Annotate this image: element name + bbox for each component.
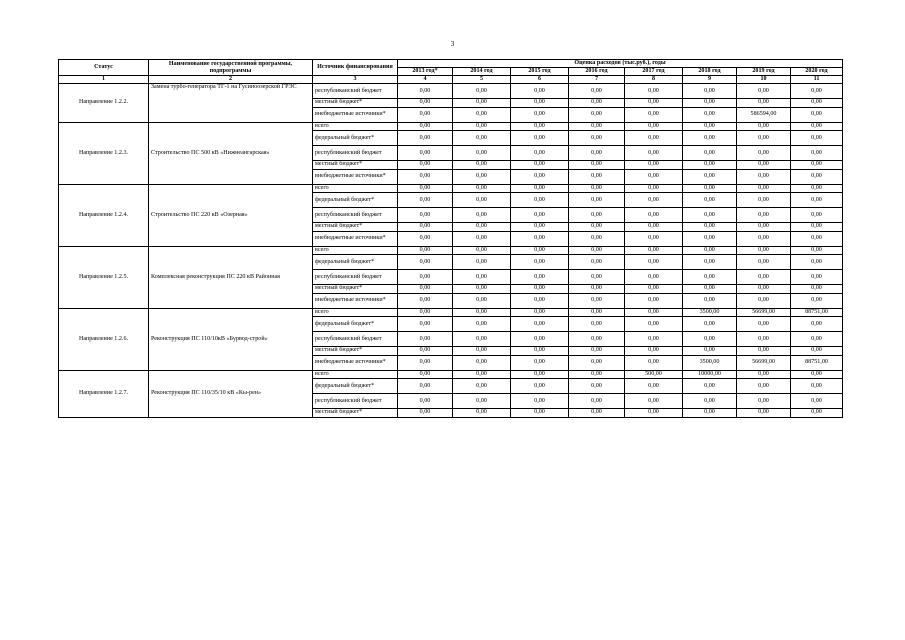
value-cell: 0,00 [625, 161, 683, 170]
value-cell: 0,00 [569, 193, 625, 208]
value-cell: 0,00 [511, 169, 569, 184]
value-cell: 0,00 [791, 193, 843, 208]
value-cell: 0,00 [737, 270, 791, 285]
value-cell: 0,00 [791, 285, 843, 294]
value-cell: 0,00 [737, 169, 791, 184]
value-cell: 0,00 [791, 223, 843, 232]
value-cell: 0,00 [453, 394, 511, 409]
value-cell: 0,00 [683, 223, 737, 232]
source-cell: местный бюджет* [313, 161, 398, 170]
value-cell: 0,00 [398, 285, 453, 294]
source-cell: республиканский бюджет [313, 270, 398, 285]
table-row [59, 246, 843, 255]
value-cell: 0,00 [511, 246, 569, 255]
value-cell: 0,00 [398, 379, 453, 394]
value-cell: 0,00 [625, 84, 683, 99]
source-cell: республиканский бюджет [313, 332, 398, 347]
value-cell: 0,00 [683, 293, 737, 308]
value-cell: 0,00 [569, 379, 625, 394]
value-cell: 0,00 [398, 370, 453, 379]
source-cell: республиканский бюджет [313, 146, 398, 161]
value-cell: 0,00 [625, 131, 683, 146]
value-cell: 0,00 [398, 122, 453, 131]
column-number: 9 [683, 76, 737, 84]
source-cell: всего [313, 308, 398, 317]
source-cell: внебюджетные источники* [313, 231, 398, 246]
value-cell: 0,00 [569, 370, 625, 379]
column-number: 5 [453, 76, 511, 84]
column-number: 3 [313, 76, 398, 84]
value-cell: 0,00 [683, 255, 737, 270]
source-cell: местный бюджет* [313, 285, 398, 294]
value-cell: 0,00 [791, 169, 843, 184]
value-cell: 0,00 [791, 409, 843, 418]
value-cell: 0,00 [791, 379, 843, 394]
table-row [59, 370, 843, 379]
program-name-cell: Комплексная реконструкция ПС 220 кВ Районная [149, 246, 313, 308]
value-cell: 0,00 [791, 146, 843, 161]
value-cell: 0,00 [569, 131, 625, 146]
value-cell: 0,00 [791, 84, 843, 99]
value-cell: 0,00 [683, 246, 737, 255]
value-cell: 0,00 [511, 332, 569, 347]
value-cell: 0,00 [683, 409, 737, 418]
value-cell: 0,00 [511, 99, 569, 108]
value-cell: 0,00 [398, 99, 453, 108]
value-cell: 0,00 [453, 317, 511, 332]
value-cell: 0,00 [398, 208, 453, 223]
value-cell: 0,00 [791, 394, 843, 409]
value-cell: 0,00 [453, 308, 511, 317]
value-cell: 56699,00 [737, 355, 791, 370]
value-cell: 0,00 [398, 355, 453, 370]
value-cell: 0,00 [625, 246, 683, 255]
program-name-cell: Строительство ПС 500 кВ «Нижнеангарская» [149, 122, 313, 184]
value-cell: 0,00 [737, 255, 791, 270]
value-cell: 0,00 [511, 285, 569, 294]
value-cell: 0,00 [791, 270, 843, 285]
value-cell: 0,00 [569, 308, 625, 317]
value-cell: 0,00 [625, 231, 683, 246]
value-cell: 0,00 [791, 332, 843, 347]
value-cell: 0,00 [453, 99, 511, 108]
value-cell: 0,00 [398, 223, 453, 232]
header-estimate: Оценка расходов (тыс.руб.), годы [398, 60, 843, 68]
status-cell: Направление 1.2.5. [59, 246, 149, 308]
value-cell: 0,00 [683, 317, 737, 332]
value-cell: 0,00 [625, 99, 683, 108]
value-cell: 0,00 [625, 293, 683, 308]
value-cell: 500,00 [625, 370, 683, 379]
column-number: 8 [625, 76, 683, 84]
value-cell: 0,00 [625, 208, 683, 223]
source-cell: республиканский бюджет [313, 84, 398, 99]
table-header [59, 60, 843, 84]
header-year: 2014 год [453, 68, 511, 76]
value-cell: 0,00 [791, 293, 843, 308]
value-cell: 0,00 [737, 184, 791, 193]
value-cell: 0,00 [511, 347, 569, 356]
header-year: 2015 год [511, 68, 569, 76]
table-row [59, 308, 843, 317]
value-cell: 0,00 [791, 131, 843, 146]
program-name-cell: Строительство ПС 220 кВ «Озерная» [149, 184, 313, 246]
source-cell: федеральный бюджет* [313, 317, 398, 332]
value-cell: 0,00 [569, 355, 625, 370]
column-number: 7 [569, 76, 625, 84]
source-cell: местный бюджет* [313, 99, 398, 108]
value-cell: 0,00 [569, 146, 625, 161]
source-cell: внебюджетные источники* [313, 355, 398, 370]
value-cell: 0,00 [569, 169, 625, 184]
value-cell: 0,00 [453, 285, 511, 294]
value-cell: 0,00 [453, 355, 511, 370]
header-year: 2019 год [737, 68, 791, 76]
status-cell: Направление 1.2.2. [59, 84, 149, 123]
value-cell: 0,00 [453, 146, 511, 161]
value-cell: 0,00 [791, 161, 843, 170]
value-cell: 0,00 [453, 208, 511, 223]
value-cell: 0,00 [453, 122, 511, 131]
value-cell: 0,00 [398, 231, 453, 246]
status-cell: Направление 1.2.7. [59, 370, 149, 417]
value-cell: 0,00 [625, 347, 683, 356]
value-cell: 0,00 [683, 285, 737, 294]
value-cell: 0,00 [398, 161, 453, 170]
value-cell: 0,00 [683, 208, 737, 223]
header-year: 2018 год [683, 68, 737, 76]
value-cell: 0,00 [511, 122, 569, 131]
value-cell: 0,00 [625, 107, 683, 122]
value-cell: 0,00 [683, 107, 737, 122]
source-cell: внебюджетные источники* [313, 107, 398, 122]
value-cell: 0,00 [453, 293, 511, 308]
value-cell: 0,00 [511, 208, 569, 223]
value-cell: 0,00 [511, 270, 569, 285]
value-cell: 0,00 [683, 332, 737, 347]
page-number: 3 [450, 40, 455, 48]
value-cell: 0,00 [737, 208, 791, 223]
value-cell: 0,00 [683, 394, 737, 409]
value-cell: 0,00 [791, 370, 843, 379]
value-cell: 0,00 [737, 317, 791, 332]
source-cell: местный бюджет* [313, 223, 398, 232]
value-cell: 0,00 [683, 184, 737, 193]
value-cell: 0,00 [791, 107, 843, 122]
value-cell: 0,00 [453, 332, 511, 347]
value-cell: 0,00 [453, 246, 511, 255]
value-cell: 0,00 [737, 370, 791, 379]
value-cell: 0,00 [791, 255, 843, 270]
status-cell: Направление 1.2.3. [59, 122, 149, 184]
value-cell: 0,00 [791, 208, 843, 223]
value-cell: 0,00 [737, 246, 791, 255]
value-cell: 0,00 [453, 255, 511, 270]
value-cell: 0,00 [398, 131, 453, 146]
value-cell: 88751,00 [791, 308, 843, 317]
value-cell: 0,00 [398, 394, 453, 409]
value-cell: 0,00 [737, 285, 791, 294]
value-cell: 0,00 [737, 293, 791, 308]
source-cell: всего [313, 122, 398, 131]
value-cell: 0,00 [737, 146, 791, 161]
value-cell: 0,00 [569, 161, 625, 170]
value-cell: 0,00 [737, 84, 791, 99]
value-cell: 3500,00 [683, 308, 737, 317]
source-cell: федеральный бюджет* [313, 255, 398, 270]
value-cell: 0,00 [683, 161, 737, 170]
header-year: 2017 год [625, 68, 683, 76]
value-cell: 0,00 [453, 193, 511, 208]
value-cell: 0,00 [569, 107, 625, 122]
value-cell: 0,00 [511, 223, 569, 232]
value-cell: 0,00 [737, 223, 791, 232]
value-cell: 0,00 [453, 379, 511, 394]
value-cell: 0,00 [683, 99, 737, 108]
table-row [59, 122, 843, 131]
source-cell: внебюджетные источники* [313, 169, 398, 184]
source-cell: внебюджетные источники* [313, 293, 398, 308]
value-cell: 0,00 [625, 255, 683, 270]
value-cell: 0,00 [683, 379, 737, 394]
value-cell: 0,00 [569, 285, 625, 294]
value-cell: 0,00 [625, 394, 683, 409]
value-cell: 56699,00 [737, 308, 791, 317]
value-cell: 3500,00 [683, 355, 737, 370]
value-cell: 0,00 [511, 255, 569, 270]
value-cell: 0,00 [453, 347, 511, 356]
value-cell: 0,00 [625, 193, 683, 208]
value-cell: 0,00 [511, 317, 569, 332]
value-cell: 0,00 [737, 161, 791, 170]
value-cell: 0,00 [683, 169, 737, 184]
source-cell: республиканский бюджет [313, 208, 398, 223]
value-cell: 0,00 [625, 317, 683, 332]
value-cell: 0,00 [625, 379, 683, 394]
value-cell: 0,00 [511, 231, 569, 246]
value-cell: 0,00 [453, 184, 511, 193]
header-year: 2013 год* [398, 68, 453, 76]
value-cell: 0,00 [683, 84, 737, 99]
value-cell: 0,00 [569, 255, 625, 270]
value-cell: 0,00 [569, 293, 625, 308]
value-cell: 0,00 [398, 332, 453, 347]
value-cell: 0,00 [791, 347, 843, 356]
column-number: 10 [737, 76, 791, 84]
header-source: Источник финансирования [313, 60, 398, 76]
value-cell: 0,00 [625, 169, 683, 184]
header-year: 2020 год [791, 68, 843, 76]
value-cell: 0,00 [398, 193, 453, 208]
source-cell: всего [313, 246, 398, 255]
value-cell: 0,00 [398, 184, 453, 193]
source-cell: республиканский бюджет [313, 394, 398, 409]
source-cell: всего [313, 370, 398, 379]
value-cell: 0,00 [683, 193, 737, 208]
value-cell: 0,00 [683, 122, 737, 131]
value-cell: 0,00 [625, 355, 683, 370]
program-name-cell: Реконструкция ПС 110/35/10 кВ «Кы-рен» [149, 370, 313, 417]
value-cell: 0,00 [569, 332, 625, 347]
program-name-cell: Реконструкция ПС 110/10кВ «Бурвод-строй» [149, 308, 313, 370]
value-cell: 0,00 [625, 308, 683, 317]
value-cell: 0,00 [398, 347, 453, 356]
value-cell: 0,00 [511, 193, 569, 208]
value-cell: 0,00 [398, 409, 453, 418]
value-cell: 0,00 [737, 99, 791, 108]
source-cell: местный бюджет* [313, 409, 398, 418]
value-cell: 0,00 [511, 131, 569, 146]
value-cell: 0,00 [511, 379, 569, 394]
source-cell: местный бюджет* [313, 347, 398, 356]
value-cell: 0,00 [791, 246, 843, 255]
value-cell: 0,00 [398, 308, 453, 317]
value-cell: 0,00 [511, 107, 569, 122]
value-cell: 0,00 [398, 317, 453, 332]
value-cell: 0,00 [511, 370, 569, 379]
value-cell: 0,00 [569, 231, 625, 246]
value-cell: 0,00 [511, 308, 569, 317]
value-cell: 0,00 [569, 347, 625, 356]
value-cell: 88751,00 [791, 355, 843, 370]
value-cell: 0,00 [453, 84, 511, 99]
value-cell: 0,00 [453, 131, 511, 146]
value-cell: 0,00 [398, 293, 453, 308]
value-cell: 0,00 [625, 122, 683, 131]
column-number: 2 [149, 76, 313, 84]
value-cell: 0,00 [511, 84, 569, 99]
status-cell: Направление 1.2.4. [59, 184, 149, 246]
value-cell: 0,00 [737, 122, 791, 131]
source-cell: федеральный бюджет* [313, 193, 398, 208]
value-cell: 0,00 [453, 270, 511, 285]
value-cell: 10000,00 [683, 370, 737, 379]
value-cell: 0,00 [453, 223, 511, 232]
value-cell: 0,00 [398, 255, 453, 270]
value-cell: 0,00 [737, 394, 791, 409]
value-cell: 0,00 [569, 208, 625, 223]
value-cell: 0,00 [791, 122, 843, 131]
header-name: Наименование государственной программы, подпрограммы [149, 60, 313, 76]
value-cell: 0,00 [625, 332, 683, 347]
status-cell: Направление 1.2.6. [59, 308, 149, 370]
value-cell: 0,00 [453, 107, 511, 122]
value-cell: 0,00 [453, 409, 511, 418]
value-cell: 0,00 [791, 231, 843, 246]
value-cell: 0,00 [398, 246, 453, 255]
value-cell: 0,00 [737, 332, 791, 347]
value-cell: 0,00 [569, 409, 625, 418]
value-cell: 0,00 [398, 146, 453, 161]
value-cell: 0,00 [791, 99, 843, 108]
value-cell: 0,00 [569, 122, 625, 131]
value-cell: 0,00 [453, 231, 511, 246]
value-cell: 0,00 [569, 270, 625, 285]
value-cell: 0,00 [398, 270, 453, 285]
value-cell: 0,00 [625, 146, 683, 161]
value-cell: 586594,00 [737, 107, 791, 122]
value-cell: 0,00 [737, 231, 791, 246]
value-cell: 0,00 [511, 355, 569, 370]
value-cell: 0,00 [625, 184, 683, 193]
value-cell: 0,00 [737, 379, 791, 394]
value-cell: 0,00 [453, 161, 511, 170]
value-cell: 0,00 [737, 131, 791, 146]
source-cell: федеральный бюджет* [313, 379, 398, 394]
header-year: 2016 год [569, 68, 625, 76]
program-name-cell: Замена турбо-генератора ТГ-1 на Гусиноозерской ГРЭС [149, 84, 313, 123]
value-cell: 0,00 [511, 409, 569, 418]
value-cell: 0,00 [398, 107, 453, 122]
value-cell: 0,00 [569, 394, 625, 409]
table-body [59, 84, 843, 418]
value-cell: 0,00 [683, 231, 737, 246]
value-cell: 0,00 [625, 270, 683, 285]
table-row [59, 84, 843, 99]
value-cell: 0,00 [569, 317, 625, 332]
value-cell: 0,00 [511, 394, 569, 409]
value-cell: 0,00 [625, 223, 683, 232]
header-status: Статус [59, 60, 149, 76]
value-cell: 0,00 [737, 347, 791, 356]
value-cell: 0,00 [683, 131, 737, 146]
column-number: 11 [791, 76, 843, 84]
value-cell: 0,00 [625, 409, 683, 418]
value-cell: 0,00 [683, 270, 737, 285]
column-number: 6 [511, 76, 569, 84]
value-cell: 0,00 [683, 347, 737, 356]
value-cell: 0,00 [569, 84, 625, 99]
expense-table [58, 59, 843, 418]
source-cell: всего [313, 184, 398, 193]
source-cell: федеральный бюджет* [313, 131, 398, 146]
value-cell: 0,00 [569, 246, 625, 255]
value-cell: 0,00 [791, 184, 843, 193]
value-cell: 0,00 [569, 223, 625, 232]
value-cell: 0,00 [791, 317, 843, 332]
value-cell: 0,00 [683, 146, 737, 161]
value-cell: 0,00 [453, 370, 511, 379]
value-cell: 0,00 [625, 285, 683, 294]
column-number: 4 [398, 76, 453, 84]
value-cell: 0,00 [511, 184, 569, 193]
value-cell: 0,00 [398, 84, 453, 99]
value-cell: 0,00 [453, 169, 511, 184]
value-cell: 0,00 [737, 409, 791, 418]
table-row [59, 184, 843, 193]
value-cell: 0,00 [398, 169, 453, 184]
column-number: 1 [59, 76, 149, 84]
value-cell: 0,00 [569, 99, 625, 108]
value-cell: 0,00 [511, 293, 569, 308]
value-cell: 0,00 [511, 146, 569, 161]
value-cell: 0,00 [569, 184, 625, 193]
value-cell: 0,00 [737, 193, 791, 208]
value-cell: 0,00 [511, 161, 569, 170]
